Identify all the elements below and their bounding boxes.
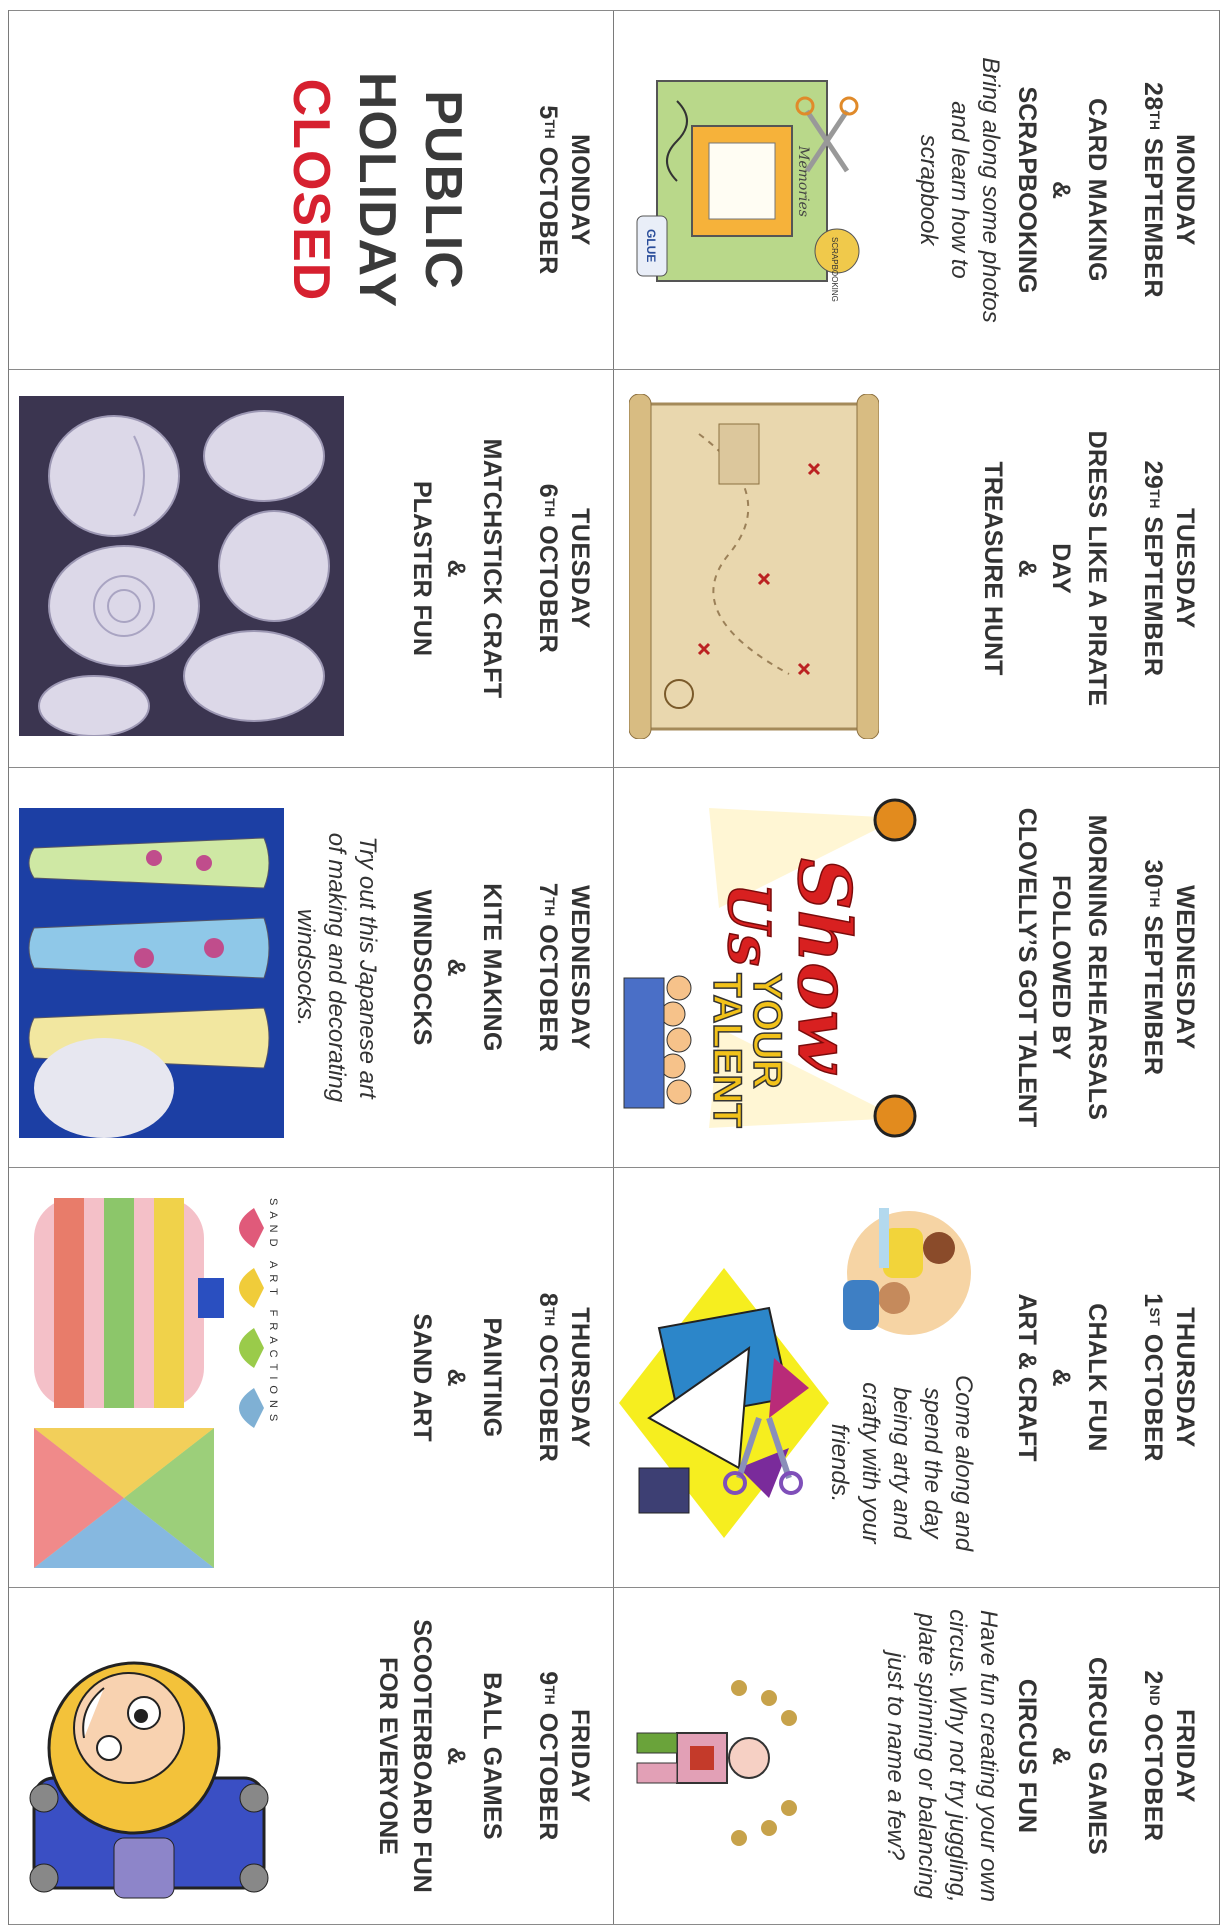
day-cell-thursday-1-october xyxy=(614,1168,1219,1588)
calendar-grid xyxy=(8,10,1220,1925)
ampersand: & xyxy=(1047,1368,1075,1387)
scooterboard-girl-illustration xyxy=(14,1608,284,1908)
activity-title-cont: FOLLOWED BY xyxy=(1047,875,1075,1060)
ampersand: & xyxy=(442,559,470,578)
activity-title-2: TREASURE HUNT xyxy=(979,461,1007,676)
activity-title: MORNING REHEARSALS xyxy=(1083,814,1111,1121)
day-cell-monday-5-october xyxy=(9,10,614,370)
holiday-line-2: HOLIDAY xyxy=(348,71,406,309)
week-row-1 xyxy=(613,10,1219,1925)
week-row-2 xyxy=(9,10,614,1925)
day-name: MONDAY xyxy=(566,134,594,246)
memories-text: Memories xyxy=(795,146,811,217)
show-us-your-talent-illustration xyxy=(619,788,919,1148)
day-name: THURSDAY xyxy=(566,1307,594,1448)
holiday-line-1: PUBLIC xyxy=(414,90,472,290)
day-date: 1ST OCTOBER xyxy=(1139,1293,1167,1462)
activity-title: CARD MAKING xyxy=(1083,98,1111,282)
ampersand: & xyxy=(442,1368,470,1387)
activity-title-cont: DAY xyxy=(1047,543,1075,594)
activity-title: CHALK FUN xyxy=(1083,1303,1111,1452)
day-cell-monday-28-september xyxy=(614,10,1219,370)
day-name: THURSDAY xyxy=(1171,1307,1199,1448)
activity-title-3: FOR EVERYONE xyxy=(374,1657,402,1855)
activity-title-2: SCRAPBOOKING xyxy=(1013,86,1041,294)
your-text: YOUR xyxy=(745,973,789,1089)
day-name: FRIDAY xyxy=(566,1709,594,1803)
talent-text: TALENT xyxy=(705,973,749,1128)
day-date: 5TH OCTOBER xyxy=(534,105,562,275)
day-date: 8TH OCTOBER xyxy=(534,1292,562,1463)
day-date: 2ND OCTOBER xyxy=(1139,1670,1167,1842)
ampersand: & xyxy=(442,958,470,977)
sand-art-fractions-illustration xyxy=(24,1188,284,1578)
day-name: TUESDAY xyxy=(566,508,594,629)
activity-title-2: ART & CRAFT xyxy=(1013,1293,1041,1462)
day-date: 29TH SEPTEMBER xyxy=(1139,460,1167,677)
sand-art-fractions-text: SAND ART FRACTIONS xyxy=(267,1198,279,1428)
activity-title: BALL GAMES xyxy=(478,1672,506,1840)
us-text: Us xyxy=(715,883,783,967)
ampersand: & xyxy=(1013,559,1041,578)
day-name: WEDNESDAY xyxy=(566,885,594,1050)
day-cell-friday-2-october xyxy=(614,1588,1219,1925)
activity-description: Have fun creating your own circus. Why not try juggling, plate spinning or balancing just to name a few? xyxy=(882,1609,1002,1903)
day-date: 6TH OCTOBER xyxy=(534,483,562,654)
day-name: WEDNESDAY xyxy=(1171,885,1199,1050)
day-name: MONDAY xyxy=(1171,134,1199,246)
day-cell-tuesday-6-october xyxy=(9,370,614,768)
activity-title: KITE MAKING xyxy=(478,883,506,1052)
day-date: 7TH OCTOBER xyxy=(534,882,562,1053)
day-date: 9TH OCTOBER xyxy=(534,1671,562,1841)
day-cell-friday-9-october xyxy=(9,1588,614,1925)
plaster-figures-illustration xyxy=(19,396,344,736)
day-date: 30TH SEPTEMBER xyxy=(1139,859,1167,1076)
day-date: 28TH SEPTEMBER xyxy=(1139,81,1167,299)
day-cell-tuesday-29-september xyxy=(614,370,1219,768)
activity-title-2: CLOVELLY’S GOT TALENT xyxy=(1013,807,1041,1128)
activity-title-2: PLASTER FUN xyxy=(408,481,436,656)
activity-description: Try out this Japanese art of making and decorating windsocks. xyxy=(292,832,381,1103)
juggling-clown-illustration xyxy=(629,1658,809,1858)
ampersand: & xyxy=(442,1746,470,1766)
activity-description: Come along and spend the day being arty and crafty with your friends. xyxy=(826,1374,977,1552)
activity-description: Bring along some photos and learn how to scrapbook xyxy=(915,57,1004,323)
show-text: Show xyxy=(782,858,867,1073)
closed-label: CLOSED xyxy=(282,78,340,302)
activity-title-2: CIRCUS FUN xyxy=(1013,1678,1041,1834)
ampersand: & xyxy=(1047,1746,1075,1766)
public-holiday-notice xyxy=(278,11,476,369)
art-and-craft-illustration xyxy=(619,1268,829,1538)
scrapbooking-label-text: SCRAPBOOKING xyxy=(830,237,839,302)
activity-title-2: SAND ART xyxy=(408,1313,436,1442)
day-cell-thursday-8-october xyxy=(9,1168,614,1588)
scrapbooking-illustration xyxy=(627,51,867,311)
glue-text: GLUE xyxy=(644,229,658,263)
day-cell-wednesday-30-september xyxy=(614,768,1219,1168)
day-cell-wednesday-7-october xyxy=(9,768,614,1168)
ampersand: & xyxy=(1047,180,1075,200)
activity-title: MATCHSTICK CRAFT xyxy=(478,438,506,699)
activity-title-2: WINDSOCKS xyxy=(408,889,436,1046)
activity-title: DRESS LIKE A PIRATE xyxy=(1083,430,1111,707)
activity-title: CIRCUS GAMES xyxy=(1083,1656,1111,1856)
activity-title: PAINTING xyxy=(478,1317,506,1438)
windsocks-illustration xyxy=(19,808,284,1138)
treasure-map-illustration xyxy=(629,394,879,739)
activity-title-2: SCOOTERBOARD FUN xyxy=(408,1619,436,1893)
day-name: FRIDAY xyxy=(1171,1709,1199,1803)
children-crafting-illustration xyxy=(839,1188,989,1358)
day-name: TUESDAY xyxy=(1171,508,1199,629)
